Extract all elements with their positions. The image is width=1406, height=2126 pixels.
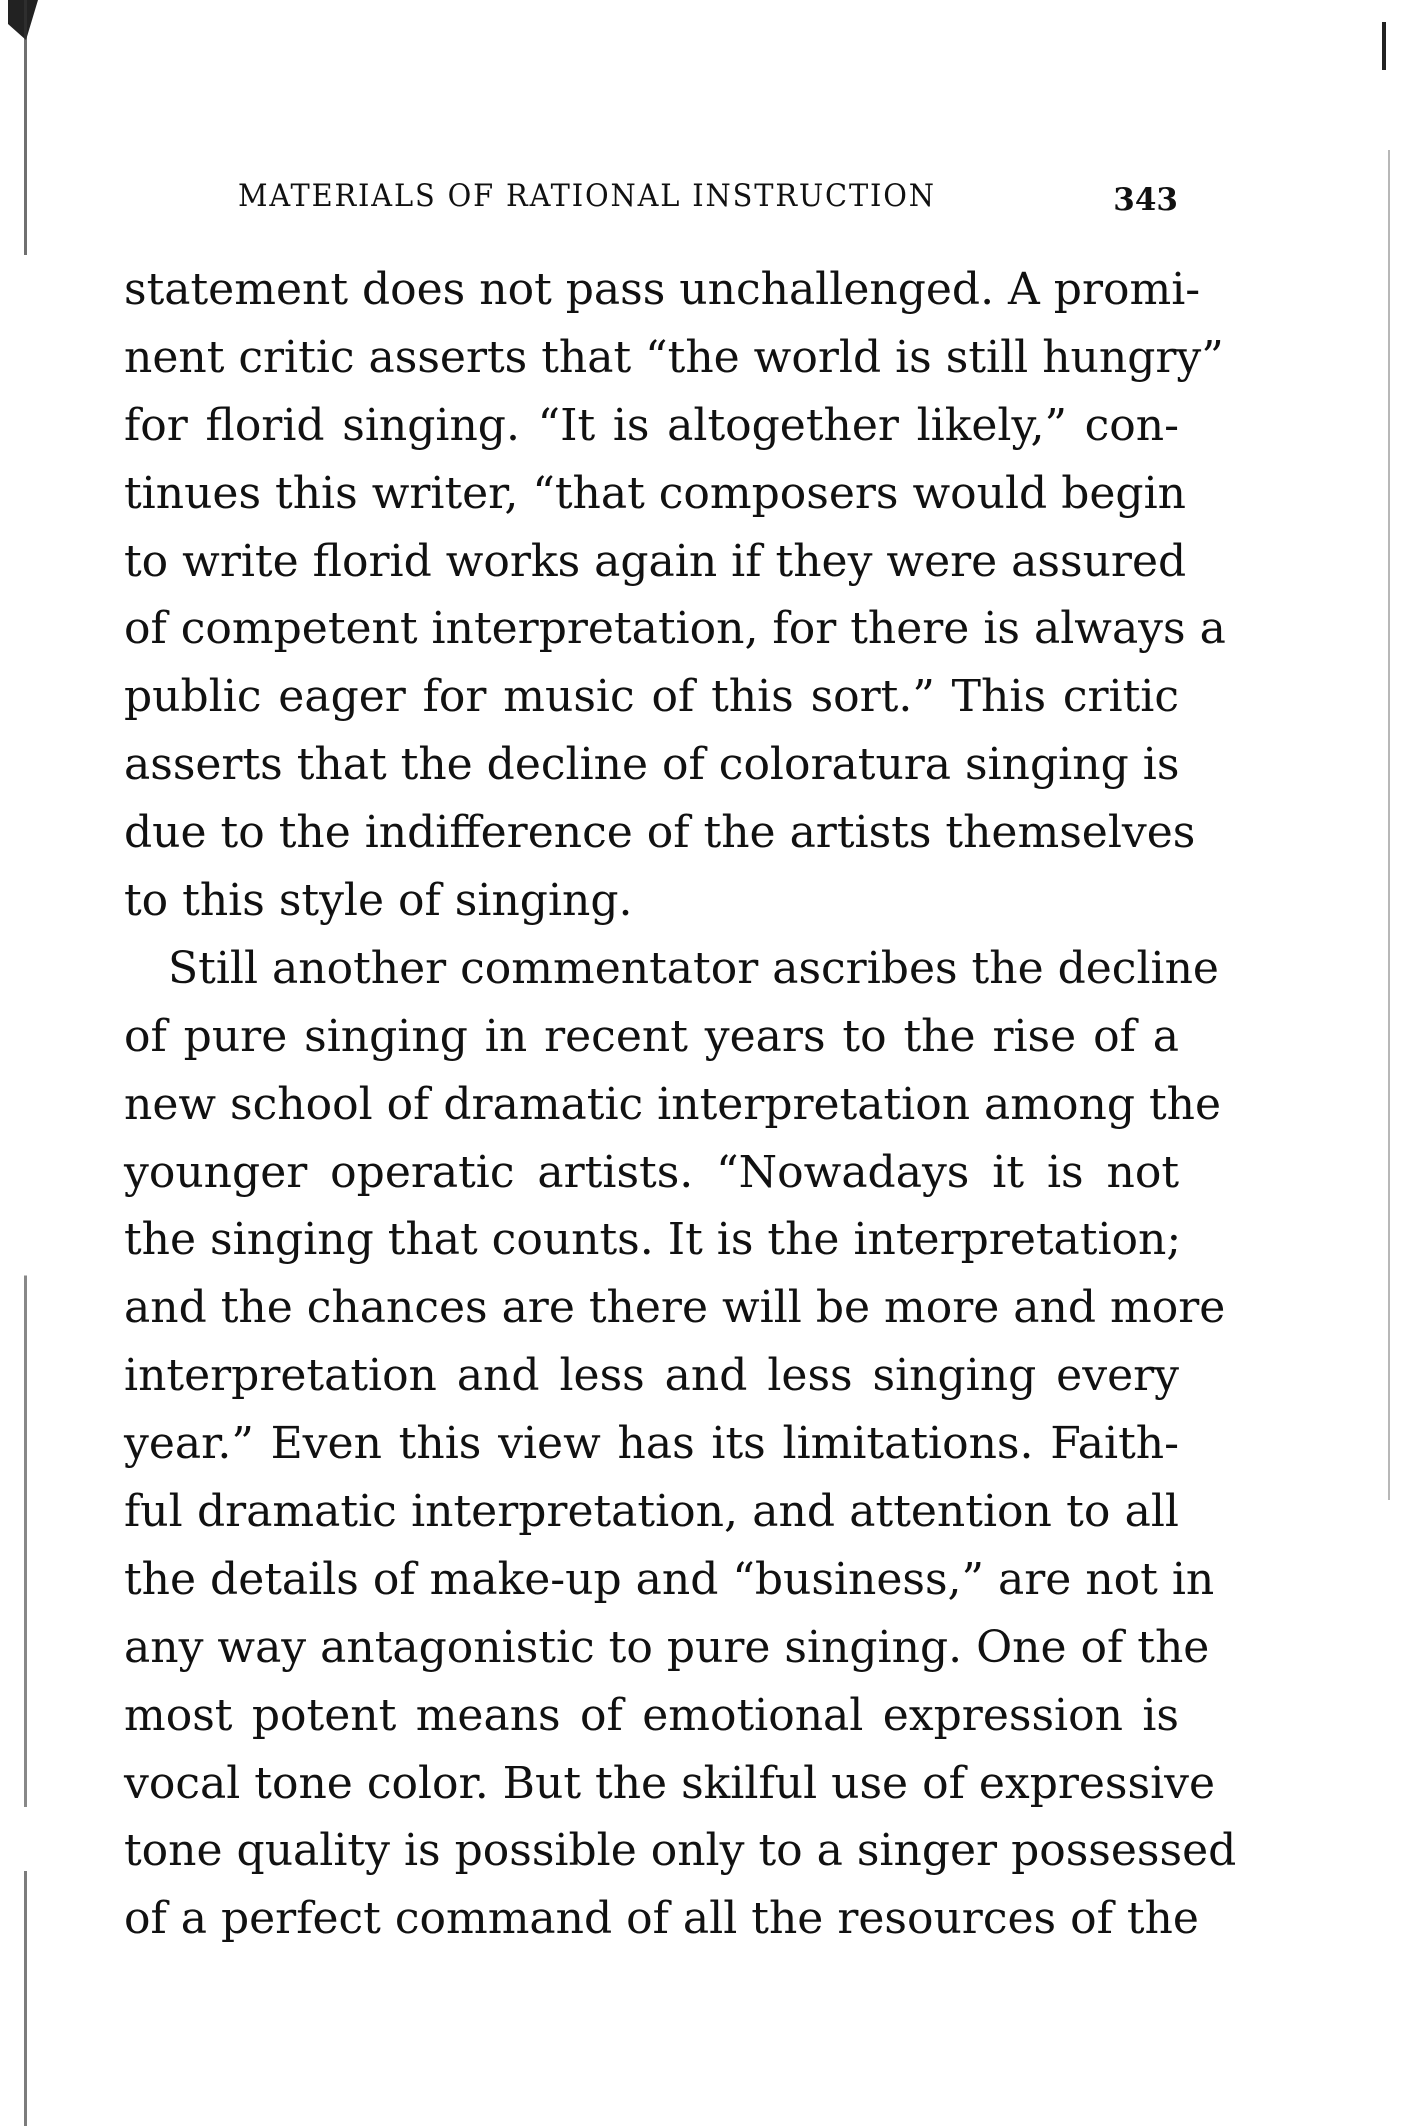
text-line: most potent means of emotional expression is <box>124 1689 1179 1741</box>
text-line: tinues this writer, “that composers would begin <box>124 467 1186 519</box>
text-line: the singing that counts. It is the interpretation; <box>124 1214 1182 1266</box>
text-line: of a perfect command of all the resources of the <box>124 1893 1199 1945</box>
text-line: statement does not pass unchallenged. A promi- <box>124 264 1201 315</box>
text-line: tone quality is possible only to a singer possessed <box>124 1825 1237 1877</box>
text-line: of pure singing in recent years to the rise of a <box>124 1010 1179 1062</box>
text-line: year.” Even this view has its limitations. Faith- <box>124 1418 1179 1470</box>
scan-edge-mark <box>8 0 38 40</box>
text-line: asserts that the decline of coloratura singing is <box>124 739 1180 791</box>
text-line: of competent interpretation, for there is always a <box>124 603 1226 655</box>
text-line: due to the indifference of the artists themselves <box>124 807 1196 859</box>
scan-edge-mark <box>1382 22 1386 70</box>
scan-left-edge <box>24 0 27 2126</box>
text-line: interpretation and less and less singing every <box>124 1350 1179 1402</box>
text-line: for florid singing. “It is altogether likely,” con- <box>124 399 1179 451</box>
page-number: 343 <box>1113 182 1178 218</box>
text-line: new school of dramatic interpretation among the <box>124 1078 1222 1130</box>
body-text <box>124 262 1237 1959</box>
text-line: the details of make-up and “business,” are not in <box>124 1553 1215 1605</box>
text-line: to write florid works again if they were assured <box>124 535 1187 587</box>
text-line: ful dramatic interpretation, and attention to all <box>124 1486 1179 1538</box>
text-line: any way antagonistic to pure singing. One of the <box>124 1621 1210 1673</box>
text-line: vocal tone color. But the skilful use of expressive <box>124 1757 1216 1809</box>
text-line: younger operatic artists. “Nowadays it is not <box>124 1146 1179 1198</box>
text-line: to this style of singing. <box>124 875 633 927</box>
text-line: nent critic asserts that “the world is still hungry” <box>124 331 1224 383</box>
text-line: and the chances are there will be more and more <box>124 1282 1226 1334</box>
text-line: Still another commentator ascribes the decline <box>168 942 1219 994</box>
running-title: MATERIALS OF RATIONAL INSTRUCTION <box>238 178 936 214</box>
scan-right-edge <box>1388 150 1390 1500</box>
text-line: public eager for music of this sort.” This critic <box>124 671 1179 723</box>
page-header <box>238 178 1178 218</box>
